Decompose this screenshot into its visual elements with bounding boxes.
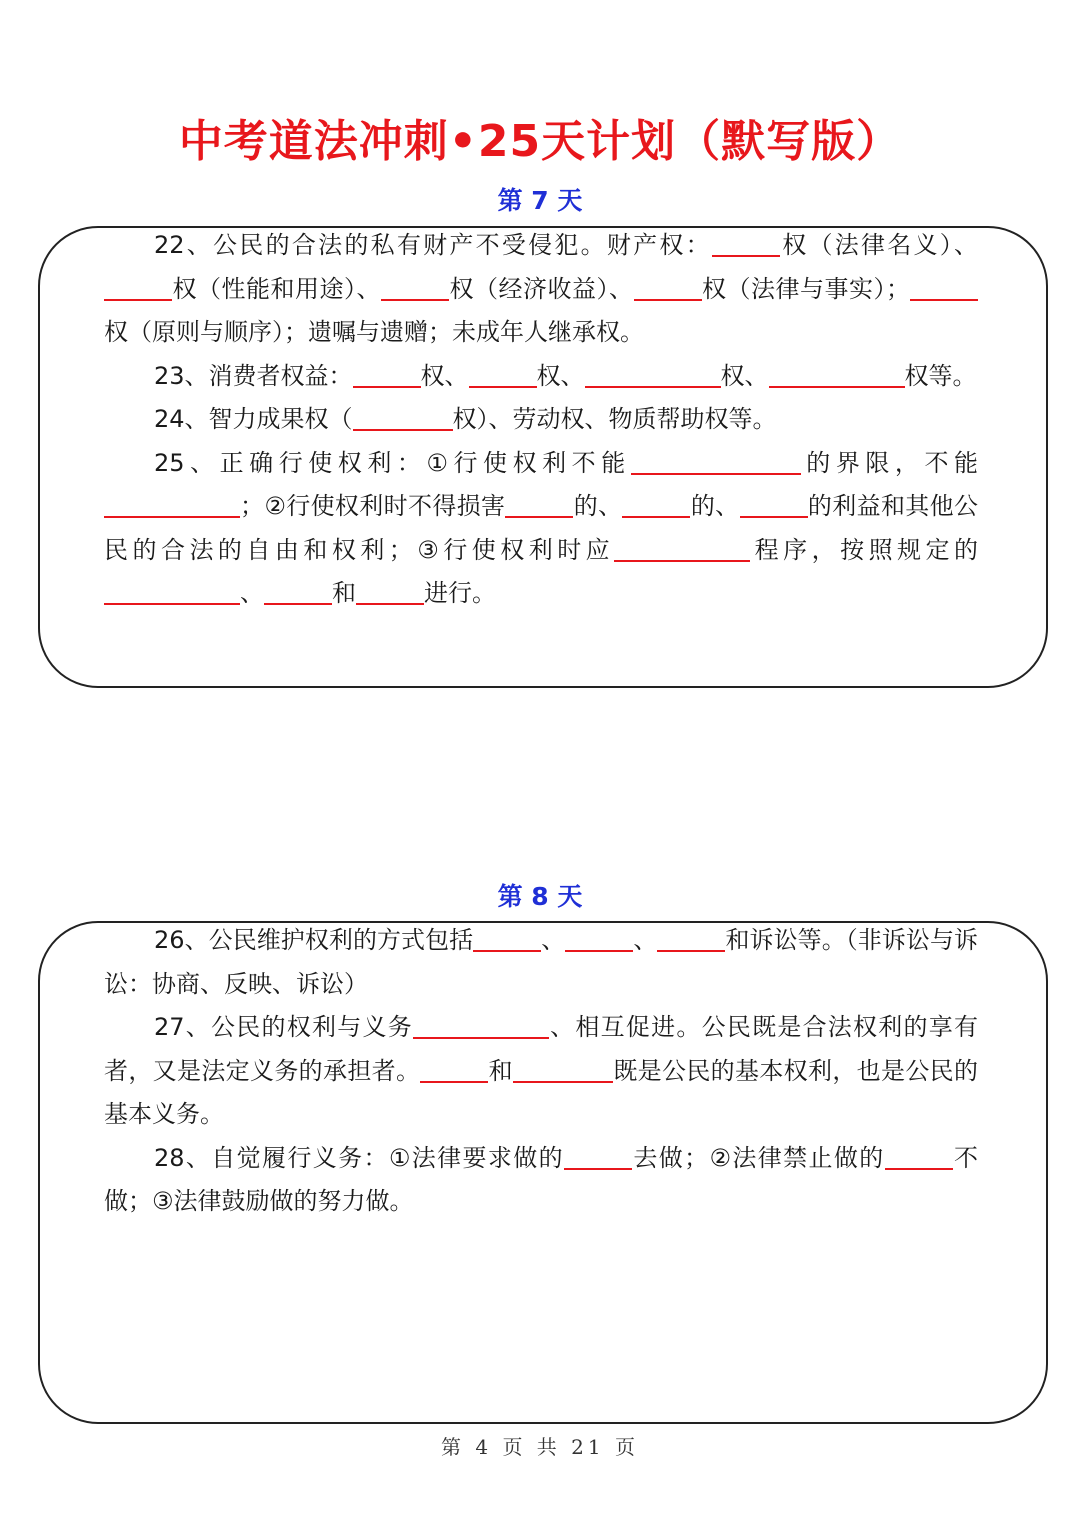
day-7-heading: 第 7 天 bbox=[497, 186, 583, 215]
blank bbox=[740, 490, 808, 518]
blank bbox=[413, 1011, 549, 1039]
page-title: 中考道法冲刺•25天计划（默写版） bbox=[178, 116, 902, 167]
blank bbox=[420, 1055, 488, 1083]
question-26: 26、公民维护权利的方式包括 、 、 和诉讼等。（非诉讼与诉讼：协商、反映、诉讼） bbox=[104, 926, 979, 998]
blank bbox=[910, 273, 978, 301]
blank bbox=[104, 490, 240, 518]
page-footer: 第 4 页 共 21 页 bbox=[441, 1435, 639, 1459]
blank bbox=[657, 924, 725, 952]
blank bbox=[353, 360, 421, 388]
blank bbox=[469, 360, 537, 388]
blank bbox=[104, 577, 240, 605]
question-23: 23、消费者权益： 权、 权、 权、 权等。 bbox=[154, 361, 977, 390]
blank bbox=[104, 273, 172, 301]
blank bbox=[513, 1055, 613, 1083]
question-22: 22、公民的合法的私有财产不受侵犯。财产权： 权（法律名义）、权（性能和用途）、 权（经济收益）、 权（法律与事实）；权（原则与顺序）；遗嘱与遗赠；未成年人继承权。 bbox=[104, 231, 978, 346]
blank bbox=[264, 577, 332, 605]
question-24: 24、智力成果权（ 权）、劳动权、物质帮助权等。 bbox=[154, 405, 777, 433]
blank bbox=[634, 273, 702, 301]
blank bbox=[353, 403, 453, 431]
blank bbox=[505, 490, 573, 518]
day-8-heading: 第 8 天 bbox=[497, 882, 583, 911]
blank bbox=[565, 924, 633, 952]
question-25: 25、正确行使权利：①行使权利不能 的界限，不能；②行使权利时不得损害 的、 的、 的利益和其他公民的合法的自由和权利；③行使权利时应 程序，按照规定的、 和 进行。 bbox=[104, 448, 979, 607]
day-7-content bbox=[104, 224, 978, 616]
blank bbox=[622, 490, 690, 518]
blank bbox=[769, 360, 905, 388]
day-8-content bbox=[104, 919, 978, 1224]
blank bbox=[885, 1142, 953, 1170]
blank bbox=[631, 447, 801, 475]
blank bbox=[356, 577, 424, 605]
blank bbox=[585, 360, 721, 388]
blank bbox=[564, 1142, 632, 1170]
blank bbox=[614, 534, 750, 562]
blank bbox=[473, 924, 541, 952]
question-27: 27、公民的权利与义务 、相互促进。公民既是合法权利的享有者，又是法定义务的承担者。 和 既是公民的基本权利，也是公民的基本义务。 bbox=[104, 1013, 979, 1128]
question-28: 28、自觉履行义务：①法律要求做的 去做；②法律禁止做的 不做；③法律鼓励做的努力做。 bbox=[104, 1143, 978, 1215]
blank bbox=[381, 273, 449, 301]
blank bbox=[712, 229, 780, 257]
